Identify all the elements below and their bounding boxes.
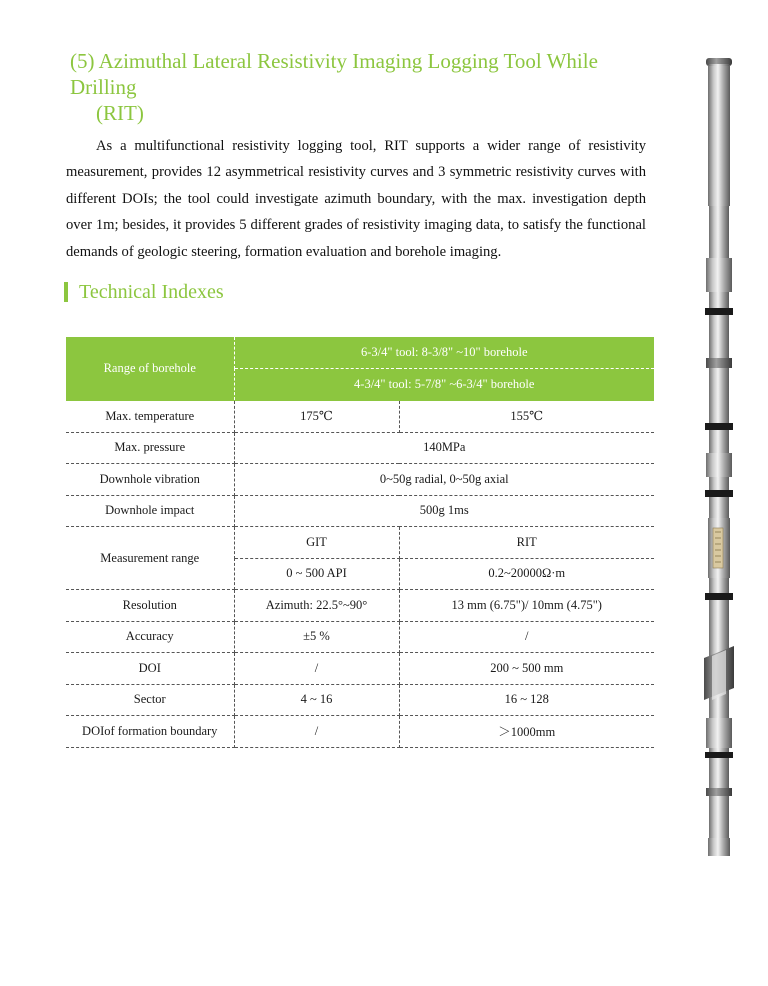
resolution-label: Resolution xyxy=(66,590,234,622)
impact-label: Downhole impact xyxy=(66,495,234,527)
pressure-value: 140MPa xyxy=(234,432,654,464)
sector-value-b: 16 ~ 128 xyxy=(399,684,654,716)
title-line-2: (RIT) xyxy=(96,101,144,125)
vibration-label: Downhole vibration xyxy=(66,464,234,496)
resolution-value-a: Azimuth: 22.5°~90° xyxy=(234,590,399,622)
impact-value: 500g 1ms xyxy=(234,495,654,527)
table-row xyxy=(66,590,654,622)
logging-tool-image xyxy=(700,58,738,858)
boundary-value-a: / xyxy=(234,716,399,748)
temperature-value-b: 155℃ xyxy=(399,401,654,433)
page-title xyxy=(70,48,660,126)
temperature-value-a: 175℃ xyxy=(234,401,399,433)
table-row xyxy=(66,653,654,685)
accuracy-value-b: / xyxy=(399,621,654,653)
measurement-rit-value: 0.2~20000Ω·m xyxy=(399,558,654,590)
boundary-value-b: ＞1000mm xyxy=(399,716,654,748)
table-row xyxy=(66,495,654,527)
measurement-git-header: GIT xyxy=(234,527,399,559)
section-title: Technical Indexes xyxy=(79,280,224,303)
table-row xyxy=(66,337,654,369)
accuracy-value-a: ±5 % xyxy=(234,621,399,653)
section-heading xyxy=(64,280,224,304)
pressure-label: Max. pressure xyxy=(66,432,234,464)
measurement-label: Measurement range xyxy=(66,527,234,590)
borehole-value-a: 6-3/4" tool: 8-3/8" ~10" borehole xyxy=(234,337,654,369)
doi-label: DOI xyxy=(66,653,234,685)
measurement-rit-header: RIT xyxy=(399,527,654,559)
title-line-1: (5) Azimuthal Lateral Resistivity Imaging Logging Tool While Drilling xyxy=(70,49,598,99)
doi-value-b: 200 ~ 500 mm xyxy=(399,653,654,685)
table-row xyxy=(66,527,654,559)
borehole-label: Range of borehole xyxy=(66,337,234,401)
section-bar xyxy=(64,282,68,302)
table-row xyxy=(66,716,654,748)
table-row xyxy=(66,432,654,464)
technical-indexes-table xyxy=(66,337,654,748)
table-row xyxy=(66,621,654,653)
doi-value-a: / xyxy=(234,653,399,685)
borehole-value-b: 4-3/4" tool: 5-7/8" ~6-3/4" borehole xyxy=(234,369,654,401)
sector-label: Sector xyxy=(66,684,234,716)
sector-value-a: 4 ~ 16 xyxy=(234,684,399,716)
resolution-value-b: 13 mm (6.75")/ 10mm (4.75") xyxy=(399,590,654,622)
boundary-label: DOIof formation boundary xyxy=(66,716,234,748)
intro-paragraph: As a multifunctional resistivity logging tool, RIT supports a wider range of resistivity measurement, provides 12 asymmetrical resistivity curves and 3 symmetric resistivity curves with different DOIs; the tool could investigate azimuth boundary, with the max. investigation depth over 1m; besides, it provides 5 different grades of resistivity imaging data, to satisfy the functional demands of geologic steering, formation evaluation and borehole imaging. xyxy=(66,137,646,260)
measurement-git-value: 0 ~ 500 API xyxy=(234,558,399,590)
table-row xyxy=(66,401,654,433)
accuracy-label: Accuracy xyxy=(66,621,234,653)
temperature-label: Max. temperature xyxy=(66,401,234,433)
table-row xyxy=(66,684,654,716)
table-row xyxy=(66,464,654,496)
vibration-value: 0~50g radial, 0~50g axial xyxy=(234,464,654,496)
